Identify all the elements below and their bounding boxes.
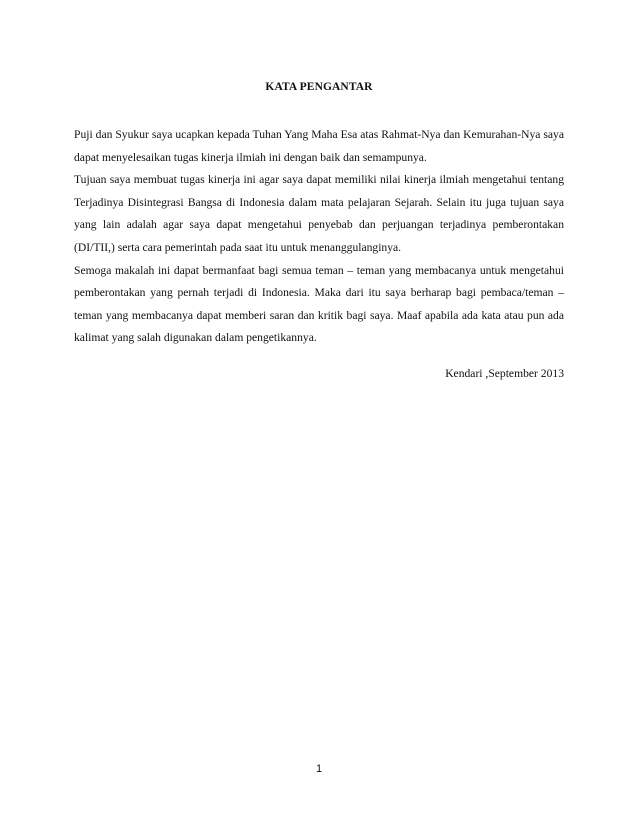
paragraph-purpose: Tujuan saya membuat tugas kinerja ini agar saya dapat memiliki nilai kinerja ilmiah mengetahui tentang Terjadinya Disintegrasi Bangsa di Indonesia dalam mata pelajaran Sejarah. Selain itu juga tujuan saya yang lain adalah agar saya dapat mengetahui penyebab dan perjuangan terjadinya pemberontakan (DI/TII,) serta cara pemerintah pada saat itu untuk menanggulanginya. (74, 173, 564, 254)
body-text (74, 124, 564, 350)
place-date-signoff: Kendari ,September 2013 (445, 367, 564, 380)
paragraph-gratitude: Puji dan Syukur saya ucapkan kepada Tuhan Yang Maha Esa atas Rahmat-Nya dan Kemurahan-Nya saya dapat menyelesaikan tugas kinerja ilmiah ini dengan baik dan semampunya. (74, 128, 564, 164)
page-number: 1 (315, 763, 323, 775)
page-title: KATA PENGANTAR (265, 81, 373, 93)
paragraph-closing: Semoga makalah ini dapat bermanfaat bagi semua teman – teman yang membacanya untuk mengetahui pemberontakan yang pernah terjadi di Indonesia. Maka dari itu saya berharap bagi pembaca/teman – teman yang membacanya dapat memberi saran dan kritik bagi saya. Maaf apabila ada kata atau pun ada kalimat yang salah digunakan dalam pengetikannya. (74, 263, 564, 345)
